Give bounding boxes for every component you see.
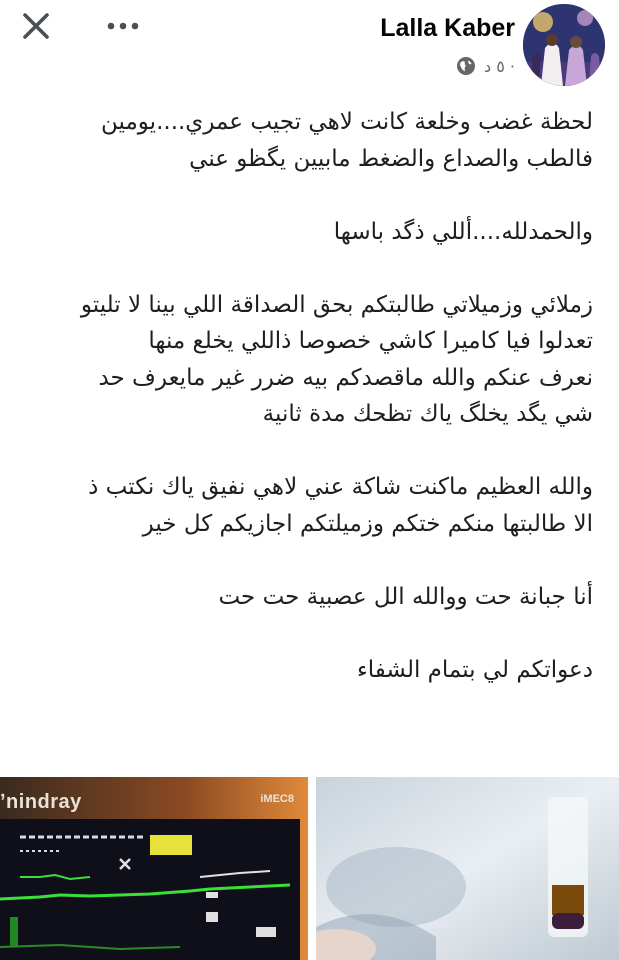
close-icon (22, 12, 50, 40)
text-line: زملائي وزميلاتي طالبتكم بحق الصداقة اللي بينا لا تليتو (80, 291, 593, 318)
text-line: شي يگد يخلگ ياك تظحك مدة ثانية (262, 401, 593, 427)
paragraph (13, 652, 593, 689)
avatar-image (523, 4, 605, 86)
photo-monitor[interactable] (0, 777, 308, 960)
text-line: تعدلوا فيا كاميرا كاشي خصوصا ذاللي يخلع منها (148, 328, 593, 354)
monitor-brand-label: ʼnindray (0, 791, 82, 813)
paragraph (13, 214, 593, 251)
text-line: نعرف عنكم والله ماقصدكم بيه ضرر غير مايعرف حد (98, 364, 593, 391)
text-line: الا طالبتها منكم ختكم وزميلتكم اجازيكم كل خير (142, 510, 593, 537)
monitor-model-label: iMEC8 (260, 793, 294, 805)
text-line: دعواتكم لي بتمام الشفاء (356, 656, 593, 683)
post-timestamp[interactable]: ٥ د · (484, 56, 515, 76)
tube-image (316, 777, 619, 960)
text-line: والله العظيم ماكنت شاكة عني لاهي نفيق ياك نكتب ذ (88, 474, 593, 500)
paragraph (13, 579, 593, 616)
text-line: والحمدلله....أللي ذگد باسها (333, 218, 593, 245)
text-line: لحظة غضب وخلعة كانت لاهي تجيب عمري....يومين (101, 109, 593, 135)
post-photos (0, 777, 619, 960)
close-button[interactable] (14, 6, 58, 46)
post-header (0, 0, 619, 96)
paragraph (13, 104, 593, 177)
paragraph (13, 287, 593, 433)
text-line: أنا جبانة حت ووالله الل عصبية حت حت (218, 583, 593, 610)
post-body (13, 104, 593, 688)
more-options-button[interactable] (98, 10, 148, 42)
globe-icon[interactable] (456, 56, 476, 76)
post-meta (456, 56, 515, 76)
photo-tube[interactable] (316, 777, 619, 960)
author-name[interactable]: Lalla Kaber (380, 14, 515, 42)
more-options-icon (106, 21, 140, 31)
paragraph (13, 469, 593, 542)
avatar[interactable] (523, 4, 605, 86)
text-line: فالطب والصداع والضغط مابيين يگظو عني (189, 145, 593, 172)
